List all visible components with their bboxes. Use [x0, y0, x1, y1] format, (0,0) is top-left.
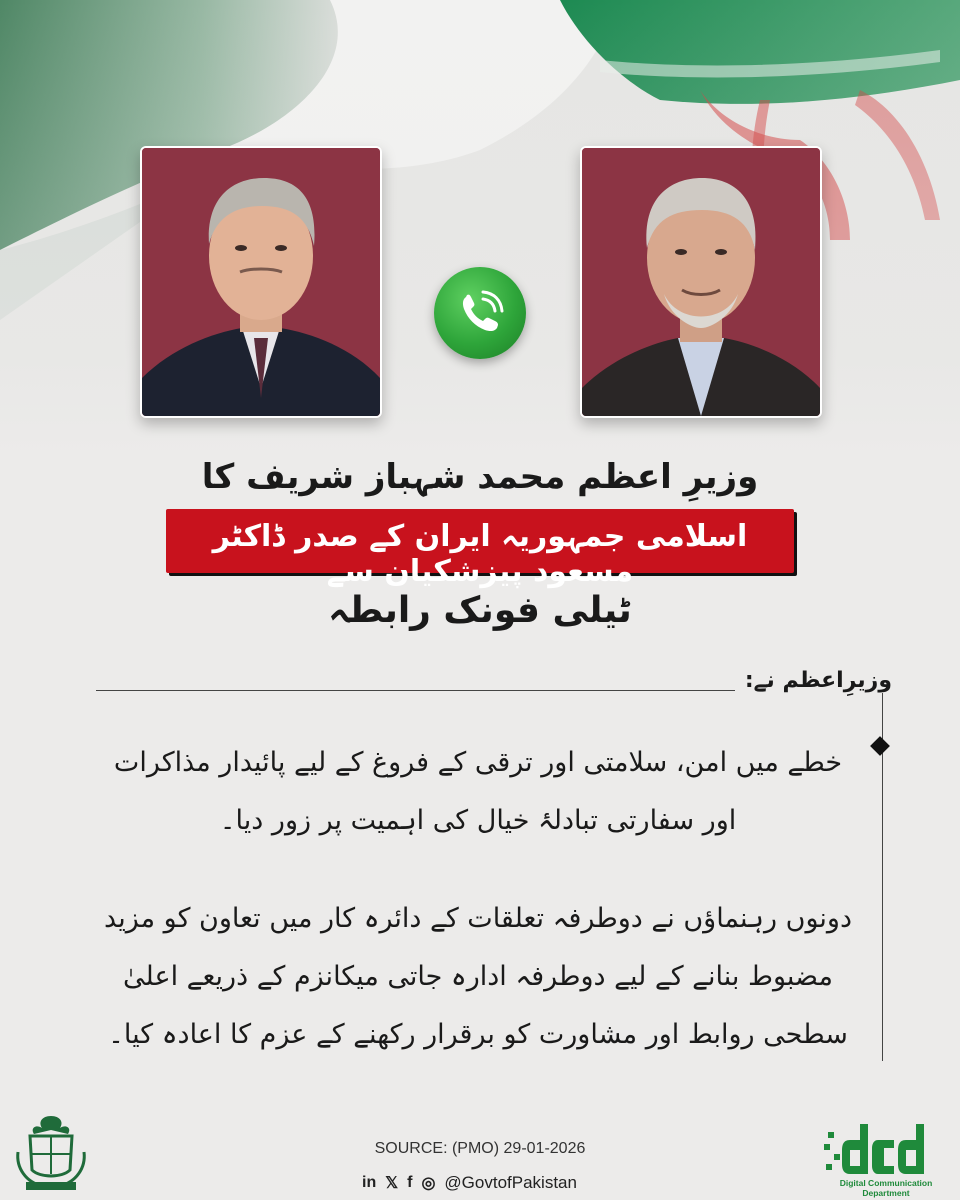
section-label: وزیرِاعظم نے: — [735, 668, 902, 693]
source-text: SOURCE: (PMO) 29-01-2026 — [374, 1140, 586, 1157]
headline-line2: اسلامی جمہوریہ ایران کے صدر ڈاکٹر مسعود پیزشکیان سے — [212, 519, 748, 589]
x-icon[interactable]: 𝕏 — [385, 1175, 399, 1192]
linkedin-icon[interactable]: in — [362, 1174, 377, 1191]
paragraph-1: خطے میں امن، سلامتی اور ترقی کے فروغ کے لیے پائیدار مذاکرات اور سفارتی تبادلۂ خیال کی اہمیت پر زور دیا۔ — [113, 747, 843, 836]
phone-call-icon — [434, 267, 526, 359]
headline-line3: ٹیلی فونک رابطہ — [328, 590, 632, 631]
paragraph-2: دونوں رہنماؤں نے دوطرفہ تعلقات کے دائرہ کار میں تعاون کو مزید مضبوط بنانے کے لیے دوطرفہ ادارہ جاتی میکانزم کے ذریعے اعلیٰ سطحی روابط اور مشاورت کو برقرار رکھنے کے عزم کا اعادہ کیا۔ — [104, 903, 852, 1050]
portrait-right — [580, 146, 822, 418]
social-bar — [362, 1170, 577, 1196]
headline-banner — [166, 505, 794, 589]
ddc-name: Digital Communication Department — [839, 1178, 933, 1198]
person-left-illustration — [142, 148, 380, 416]
instagram-icon[interactable]: ◎ — [421, 1175, 436, 1192]
portrait-left — [140, 146, 382, 418]
facebook-icon[interactable]: f — [407, 1174, 413, 1191]
person-right-illustration — [582, 148, 820, 416]
social-handle[interactable]: @GovtofPakistan — [444, 1173, 577, 1192]
headline-line1: وزیرِ اعظم محمد شہباز شریف کا — [201, 457, 759, 497]
